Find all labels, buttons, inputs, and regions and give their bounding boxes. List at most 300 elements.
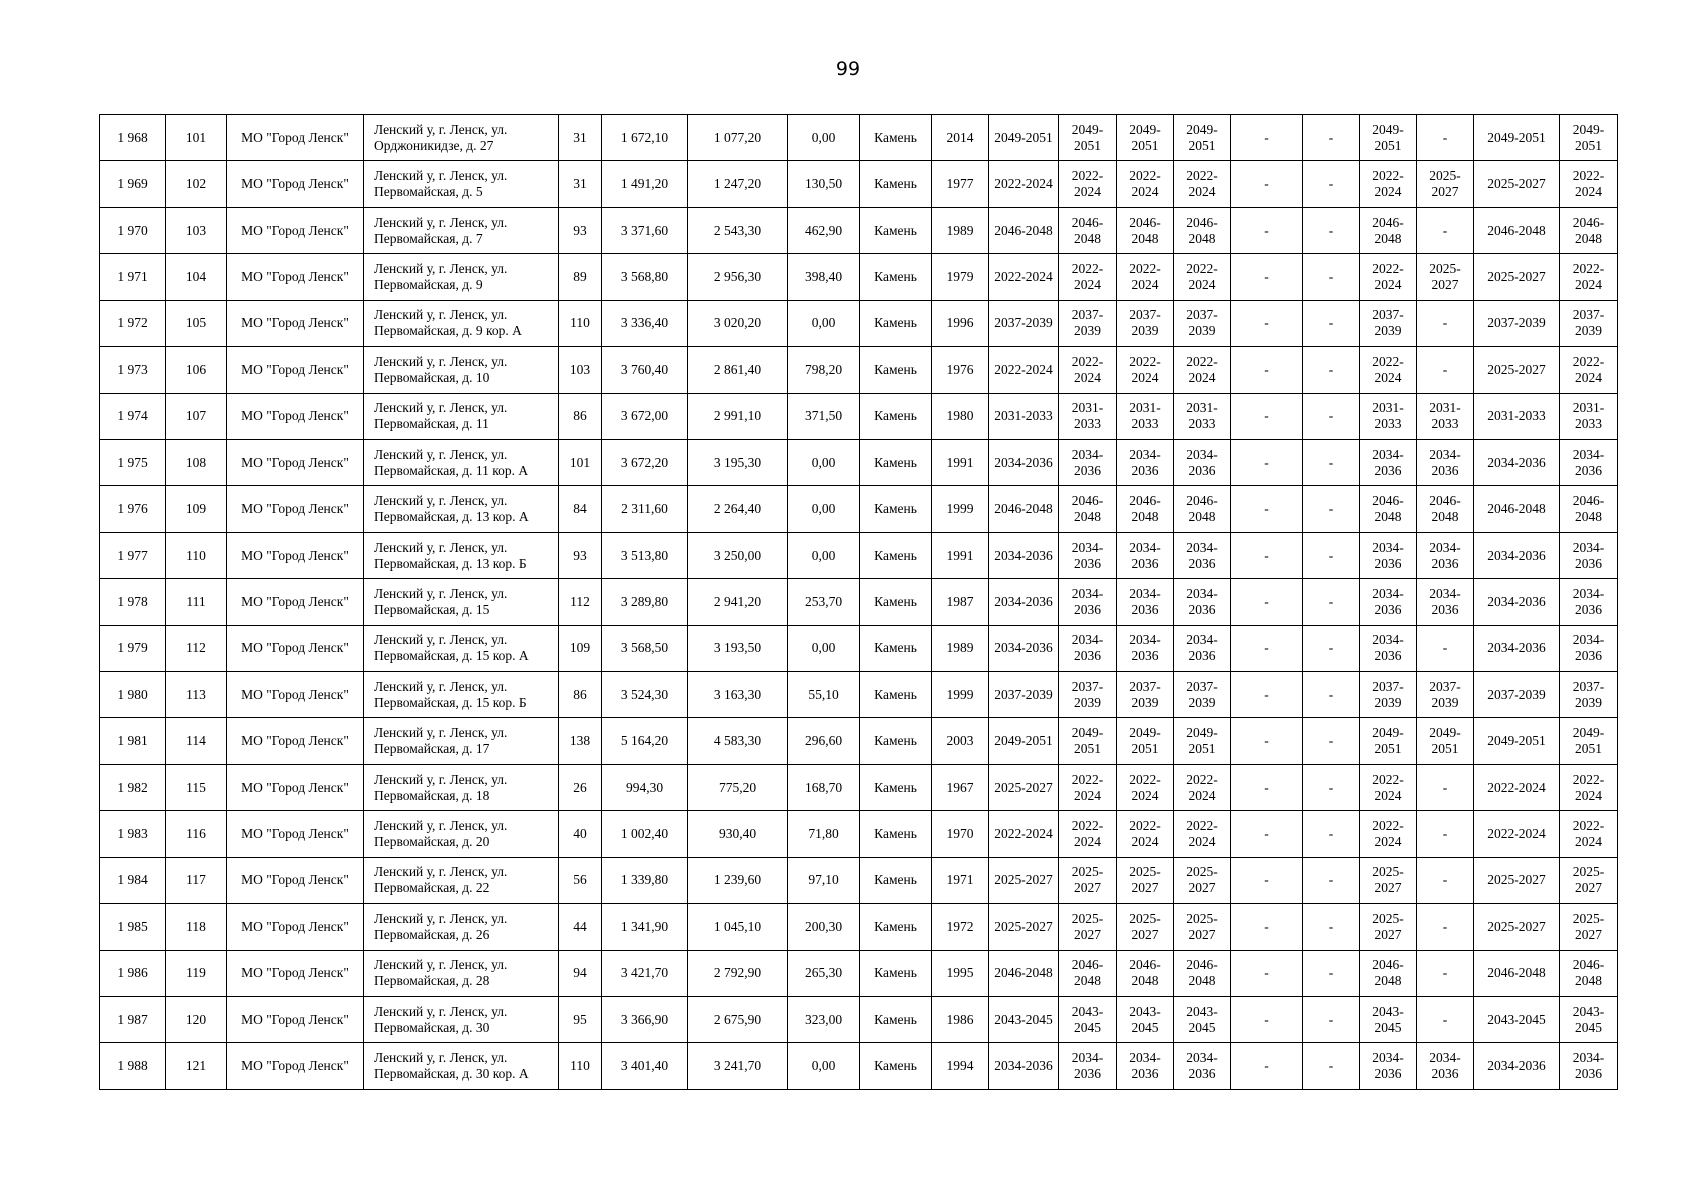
period-9-cell: 2046-2048 [1474,950,1560,996]
period-2-cell: 2034-2036 [1059,439,1117,485]
local-number-cell: 113 [166,672,227,718]
table-row [100,718,1618,764]
municipality-cell: МО "Город Ленск" [227,161,364,207]
local-number-cell: 107 [166,393,227,439]
living-area-cell: 1 239,60 [688,857,788,903]
period-6-cell: - [1303,532,1360,578]
period-3-cell: 2049-2051 [1117,115,1174,161]
municipality-cell: МО "Город Ленск" [227,811,364,857]
year-built-cell: 1991 [932,532,989,578]
period-2-cell: 2046-2048 [1059,486,1117,532]
period-6-cell: - [1303,811,1360,857]
living-area-cell: 2 792,90 [688,950,788,996]
municipality-cell: МО "Город Ленск" [227,115,364,161]
period-3-cell: 2046-2048 [1117,207,1174,253]
period-3-cell: 2043-2045 [1117,997,1174,1043]
period-7-cell: 2034-2036 [1360,532,1417,578]
period-8-cell: - [1417,950,1474,996]
period-5-cell: - [1231,997,1303,1043]
living-area-cell: 3 195,30 [688,439,788,485]
row-number-cell: 1 988 [100,1043,166,1090]
period-4-cell: 2046-2048 [1174,207,1231,253]
period-4-cell: 2037-2039 [1174,300,1231,346]
apartments-cell: 110 [559,300,602,346]
period-5-cell: - [1231,764,1303,810]
wall-material-cell: Камень [860,207,932,253]
year-built-cell: 1970 [932,811,989,857]
period-6-cell: - [1303,254,1360,300]
local-number-cell: 119 [166,950,227,996]
address-cell: Ленский у, г. Ленск, ул. Первомайская, д. 5 [364,161,559,207]
row-number-cell: 1 978 [100,579,166,625]
year-built-cell: 1991 [932,439,989,485]
period-10-cell: 2031-2033 [1560,393,1618,439]
living-area-cell: 930,40 [688,811,788,857]
period-3-cell: 2049-2051 [1117,718,1174,764]
wall-material-cell: Камень [860,300,932,346]
period-7-cell: 2046-2048 [1360,486,1417,532]
period-1-cell: 2034-2036 [989,1043,1059,1090]
living-area-cell: 2 991,10 [688,393,788,439]
period-3-cell: 2025-2027 [1117,857,1174,903]
nonresidential-area-cell: 0,00 [788,486,860,532]
period-10-cell: 2022-2024 [1560,811,1618,857]
wall-material-cell: Камень [860,439,932,485]
period-1-cell: 2043-2045 [989,997,1059,1043]
nonresidential-area-cell: 97,10 [788,857,860,903]
period-2-cell: 2022-2024 [1059,811,1117,857]
period-5-cell: - [1231,393,1303,439]
period-8-cell: 2031-2033 [1417,393,1474,439]
local-number-cell: 106 [166,347,227,393]
local-number-cell: 112 [166,625,227,671]
row-number-cell: 1 982 [100,764,166,810]
period-9-cell: 2025-2027 [1474,857,1560,903]
period-10-cell: 2037-2039 [1560,300,1618,346]
total-area-cell: 1 341,90 [602,904,688,950]
period-5-cell: - [1231,207,1303,253]
year-built-cell: 1980 [932,393,989,439]
table-row [100,115,1618,161]
period-6-cell: - [1303,393,1360,439]
local-number-cell: 109 [166,486,227,532]
period-6-cell: - [1303,904,1360,950]
table-row [100,764,1618,810]
apartments-cell: 31 [559,115,602,161]
total-area-cell: 3 401,40 [602,1043,688,1090]
municipality-cell: МО "Город Ленск" [227,207,364,253]
total-area-cell: 3 371,60 [602,207,688,253]
period-2-cell: 2025-2027 [1059,857,1117,903]
period-2-cell: 2022-2024 [1059,764,1117,810]
local-number-cell: 103 [166,207,227,253]
period-1-cell: 2034-2036 [989,439,1059,485]
period-3-cell: 2034-2036 [1117,625,1174,671]
address-cell: Ленский у, г. Ленск, ул. Первомайская, д. 9 [364,254,559,300]
living-area-cell: 1 045,10 [688,904,788,950]
municipality-cell: МО "Город Ленск" [227,904,364,950]
year-built-cell: 1976 [932,347,989,393]
period-6-cell: - [1303,1043,1360,1090]
period-10-cell: 2022-2024 [1560,254,1618,300]
municipality-cell: МО "Город Ленск" [227,254,364,300]
address-cell: Ленский у, г. Ленск, ул. Первомайская, д. 18 [364,764,559,810]
apartments-cell: 109 [559,625,602,671]
year-built-cell: 1989 [932,625,989,671]
period-1-cell: 2049-2051 [989,115,1059,161]
wall-material-cell: Камень [860,115,932,161]
year-built-cell: 1994 [932,1043,989,1090]
period-2-cell: 2022-2024 [1059,161,1117,207]
period-2-cell: 2025-2027 [1059,904,1117,950]
local-number-cell: 111 [166,579,227,625]
living-area-cell: 2 543,30 [688,207,788,253]
row-number-cell: 1 970 [100,207,166,253]
nonresidential-area-cell: 0,00 [788,625,860,671]
total-area-cell: 3 672,00 [602,393,688,439]
apartments-cell: 89 [559,254,602,300]
period-9-cell: 2049-2051 [1474,718,1560,764]
period-1-cell: 2025-2027 [989,857,1059,903]
apartments-cell: 95 [559,997,602,1043]
local-number-cell: 121 [166,1043,227,1090]
period-6-cell: - [1303,997,1360,1043]
wall-material-cell: Камень [860,997,932,1043]
row-number-cell: 1 974 [100,393,166,439]
period-10-cell: 2025-2027 [1560,857,1618,903]
page-number: 99 [835,58,861,80]
period-7-cell: 2046-2048 [1360,207,1417,253]
apartments-cell: 138 [559,718,602,764]
period-8-cell: 2034-2036 [1417,532,1474,578]
total-area-cell: 5 164,20 [602,718,688,764]
wall-material-cell: Камень [860,764,932,810]
period-8-cell: 2046-2048 [1417,486,1474,532]
total-area-cell: 3 336,40 [602,300,688,346]
nonresidential-area-cell: 265,30 [788,950,860,996]
period-3-cell: 2022-2024 [1117,811,1174,857]
period-5-cell: - [1231,625,1303,671]
total-area-cell: 3 513,80 [602,532,688,578]
period-3-cell: 2037-2039 [1117,672,1174,718]
municipality-cell: МО "Город Ленск" [227,672,364,718]
period-9-cell: 2034-2036 [1474,579,1560,625]
table-row [100,486,1618,532]
apartments-cell: 26 [559,764,602,810]
wall-material-cell: Камень [860,161,932,207]
table-row [100,672,1618,718]
address-cell: Ленский у, г. Ленск, ул. Первомайская, д. 30 кор. А [364,1043,559,1090]
living-area-cell: 1 247,20 [688,161,788,207]
period-9-cell: 2037-2039 [1474,300,1560,346]
period-9-cell: 2049-2051 [1474,115,1560,161]
nonresidential-area-cell: 296,60 [788,718,860,764]
apartments-cell: 86 [559,672,602,718]
period-10-cell: 2034-2036 [1560,439,1618,485]
address-cell: Ленский у, г. Ленск, ул. Первомайская, д. 28 [364,950,559,996]
local-number-cell: 116 [166,811,227,857]
period-6-cell: - [1303,625,1360,671]
period-7-cell: 2025-2027 [1360,857,1417,903]
period-8-cell: - [1417,115,1474,161]
municipality-cell: МО "Город Ленск" [227,439,364,485]
period-6-cell: - [1303,672,1360,718]
period-7-cell: 2037-2039 [1360,300,1417,346]
municipality-cell: МО "Город Ленск" [227,486,364,532]
period-1-cell: 2022-2024 [989,811,1059,857]
period-5-cell: - [1231,811,1303,857]
apartments-cell: 101 [559,439,602,485]
year-built-cell: 2014 [932,115,989,161]
row-number-cell: 1 980 [100,672,166,718]
period-9-cell: 2046-2048 [1474,207,1560,253]
year-built-cell: 1972 [932,904,989,950]
period-6-cell: - [1303,857,1360,903]
period-10-cell: 2022-2024 [1560,161,1618,207]
period-10-cell: 2043-2045 [1560,997,1618,1043]
period-8-cell: - [1417,625,1474,671]
period-2-cell: 2034-2036 [1059,1043,1117,1090]
period-7-cell: 2031-2033 [1360,393,1417,439]
period-5-cell: - [1231,672,1303,718]
year-built-cell: 1967 [932,764,989,810]
living-area-cell: 3 241,70 [688,1043,788,1090]
period-5-cell: - [1231,718,1303,764]
wall-material-cell: Камень [860,254,932,300]
period-2-cell: 2031-2033 [1059,393,1117,439]
period-3-cell: 2022-2024 [1117,254,1174,300]
living-area-cell: 4 583,30 [688,718,788,764]
table-row [100,207,1618,253]
nonresidential-area-cell: 55,10 [788,672,860,718]
period-4-cell: 2025-2027 [1174,904,1231,950]
period-4-cell: 2034-2036 [1174,625,1231,671]
period-4-cell: 2034-2036 [1174,439,1231,485]
local-number-cell: 118 [166,904,227,950]
period-2-cell: 2049-2051 [1059,115,1117,161]
total-area-cell: 1 339,80 [602,857,688,903]
total-area-cell: 3 672,20 [602,439,688,485]
period-4-cell: 2031-2033 [1174,393,1231,439]
period-10-cell: 2034-2036 [1560,579,1618,625]
table-row [100,579,1618,625]
year-built-cell: 1979 [932,254,989,300]
period-10-cell: 2034-2036 [1560,1043,1618,1090]
nonresidential-area-cell: 0,00 [788,439,860,485]
period-9-cell: 2025-2027 [1474,904,1560,950]
period-1-cell: 2046-2048 [989,207,1059,253]
period-5-cell: - [1231,347,1303,393]
period-4-cell: 2022-2024 [1174,811,1231,857]
period-2-cell: 2034-2036 [1059,532,1117,578]
period-7-cell: 2034-2036 [1360,1043,1417,1090]
wall-material-cell: Камень [860,347,932,393]
row-number-cell: 1 976 [100,486,166,532]
table-row [100,904,1618,950]
table-row [100,393,1618,439]
year-built-cell: 1995 [932,950,989,996]
table-row [100,1043,1618,1090]
period-6-cell: - [1303,207,1360,253]
local-number-cell: 115 [166,764,227,810]
apartments-cell: 56 [559,857,602,903]
wall-material-cell: Камень [860,672,932,718]
period-8-cell: 2025-2027 [1417,161,1474,207]
row-number-cell: 1 972 [100,300,166,346]
row-number-cell: 1 987 [100,997,166,1043]
year-built-cell: 1987 [932,579,989,625]
living-area-cell: 2 861,40 [688,347,788,393]
local-number-cell: 101 [166,115,227,161]
address-cell: Ленский у, г. Ленск, ул. Первомайская, д. 15 кор. Б [364,672,559,718]
period-5-cell: - [1231,300,1303,346]
total-area-cell: 1 672,10 [602,115,688,161]
apartments-cell: 86 [559,393,602,439]
period-10-cell: 2037-2039 [1560,672,1618,718]
period-10-cell: 2025-2027 [1560,904,1618,950]
apartments-cell: 112 [559,579,602,625]
period-4-cell: 2046-2048 [1174,486,1231,532]
period-2-cell: 2046-2048 [1059,207,1117,253]
period-2-cell: 2037-2039 [1059,672,1117,718]
living-area-cell: 2 675,90 [688,997,788,1043]
period-7-cell: 2049-2051 [1360,718,1417,764]
nonresidential-area-cell: 462,90 [788,207,860,253]
apartments-cell: 103 [559,347,602,393]
period-9-cell: 2022-2024 [1474,811,1560,857]
period-7-cell: 2034-2036 [1360,625,1417,671]
table-row [100,950,1618,996]
apartments-cell: 44 [559,904,602,950]
table-row [100,811,1618,857]
period-4-cell: 2022-2024 [1174,254,1231,300]
row-number-cell: 1 977 [100,532,166,578]
period-2-cell: 2022-2024 [1059,254,1117,300]
period-8-cell: - [1417,904,1474,950]
total-area-cell: 3 568,80 [602,254,688,300]
wall-material-cell: Камень [860,579,932,625]
row-number-cell: 1 984 [100,857,166,903]
period-10-cell: 2046-2048 [1560,207,1618,253]
row-number-cell: 1 983 [100,811,166,857]
period-9-cell: 2025-2027 [1474,254,1560,300]
period-1-cell: 2022-2024 [989,254,1059,300]
local-number-cell: 110 [166,532,227,578]
period-4-cell: 2034-2036 [1174,1043,1231,1090]
apartments-cell: 40 [559,811,602,857]
period-8-cell: - [1417,811,1474,857]
municipality-cell: МО "Город Ленск" [227,997,364,1043]
living-area-cell: 3 193,50 [688,625,788,671]
municipality-cell: МО "Город Ленск" [227,718,364,764]
period-1-cell: 2049-2051 [989,718,1059,764]
local-number-cell: 102 [166,161,227,207]
period-5-cell: - [1231,904,1303,950]
period-3-cell: 2037-2039 [1117,300,1174,346]
period-9-cell: 2022-2024 [1474,764,1560,810]
period-1-cell: 2037-2039 [989,300,1059,346]
period-7-cell: 2022-2024 [1360,811,1417,857]
total-area-cell: 2 311,60 [602,486,688,532]
period-10-cell: 2022-2024 [1560,764,1618,810]
total-area-cell: 3 366,90 [602,997,688,1043]
period-6-cell: - [1303,161,1360,207]
period-9-cell: 2034-2036 [1474,625,1560,671]
period-9-cell: 2025-2027 [1474,161,1560,207]
period-5-cell: - [1231,439,1303,485]
period-1-cell: 2025-2027 [989,904,1059,950]
table-row [100,300,1618,346]
period-3-cell: 2022-2024 [1117,161,1174,207]
period-8-cell: - [1417,764,1474,810]
period-3-cell: 2046-2048 [1117,486,1174,532]
municipality-cell: МО "Город Ленск" [227,950,364,996]
local-number-cell: 105 [166,300,227,346]
period-9-cell: 2043-2045 [1474,997,1560,1043]
period-3-cell: 2034-2036 [1117,579,1174,625]
period-10-cell: 2034-2036 [1560,532,1618,578]
table-body [100,115,1618,1090]
period-9-cell: 2034-2036 [1474,439,1560,485]
total-area-cell: 3 421,70 [602,950,688,996]
period-1-cell: 2022-2024 [989,161,1059,207]
period-6-cell: - [1303,579,1360,625]
period-7-cell: 2037-2039 [1360,672,1417,718]
period-2-cell: 2022-2024 [1059,347,1117,393]
address-cell: Ленский у, г. Ленск, ул. Первомайская, д. 26 [364,904,559,950]
period-2-cell: 2043-2045 [1059,997,1117,1043]
nonresidential-area-cell: 200,30 [788,904,860,950]
total-area-cell: 1 491,20 [602,161,688,207]
period-4-cell: 2037-2039 [1174,672,1231,718]
living-area-cell: 2 941,20 [688,579,788,625]
year-built-cell: 1999 [932,672,989,718]
period-7-cell: 2025-2027 [1360,904,1417,950]
period-6-cell: - [1303,115,1360,161]
address-cell: Ленский у, г. Ленск, ул. Первомайская, д. 11 [364,393,559,439]
nonresidential-area-cell: 130,50 [788,161,860,207]
table-row [100,161,1618,207]
nonresidential-area-cell: 0,00 [788,532,860,578]
period-6-cell: - [1303,439,1360,485]
address-cell: Ленский у, г. Ленск, ул. Первомайская, д. 10 [364,347,559,393]
local-number-cell: 104 [166,254,227,300]
row-number-cell: 1 971 [100,254,166,300]
address-cell: Ленский у, г. Ленск, ул. Первомайская, д. 7 [364,207,559,253]
apartments-cell: 31 [559,161,602,207]
wall-material-cell: Камень [860,857,932,903]
period-8-cell: 2034-2036 [1417,579,1474,625]
year-built-cell: 1977 [932,161,989,207]
wall-material-cell: Камень [860,625,932,671]
period-6-cell: - [1303,950,1360,996]
period-10-cell: 2034-2036 [1560,625,1618,671]
period-5-cell: - [1231,579,1303,625]
period-2-cell: 2034-2036 [1059,625,1117,671]
address-cell: Ленский у, г. Ленск, ул. Первомайская, д. 13 кор. Б [364,532,559,578]
period-5-cell: - [1231,1043,1303,1090]
period-3-cell: 2034-2036 [1117,1043,1174,1090]
local-number-cell: 114 [166,718,227,764]
wall-material-cell: Камень [860,393,932,439]
period-8-cell: - [1417,347,1474,393]
municipality-cell: МО "Город Ленск" [227,857,364,903]
period-6-cell: - [1303,300,1360,346]
period-4-cell: 2022-2024 [1174,161,1231,207]
address-cell: Ленский у, г. Ленск, ул. Первомайская, д. 13 кор. А [364,486,559,532]
period-6-cell: - [1303,486,1360,532]
period-5-cell: - [1231,950,1303,996]
